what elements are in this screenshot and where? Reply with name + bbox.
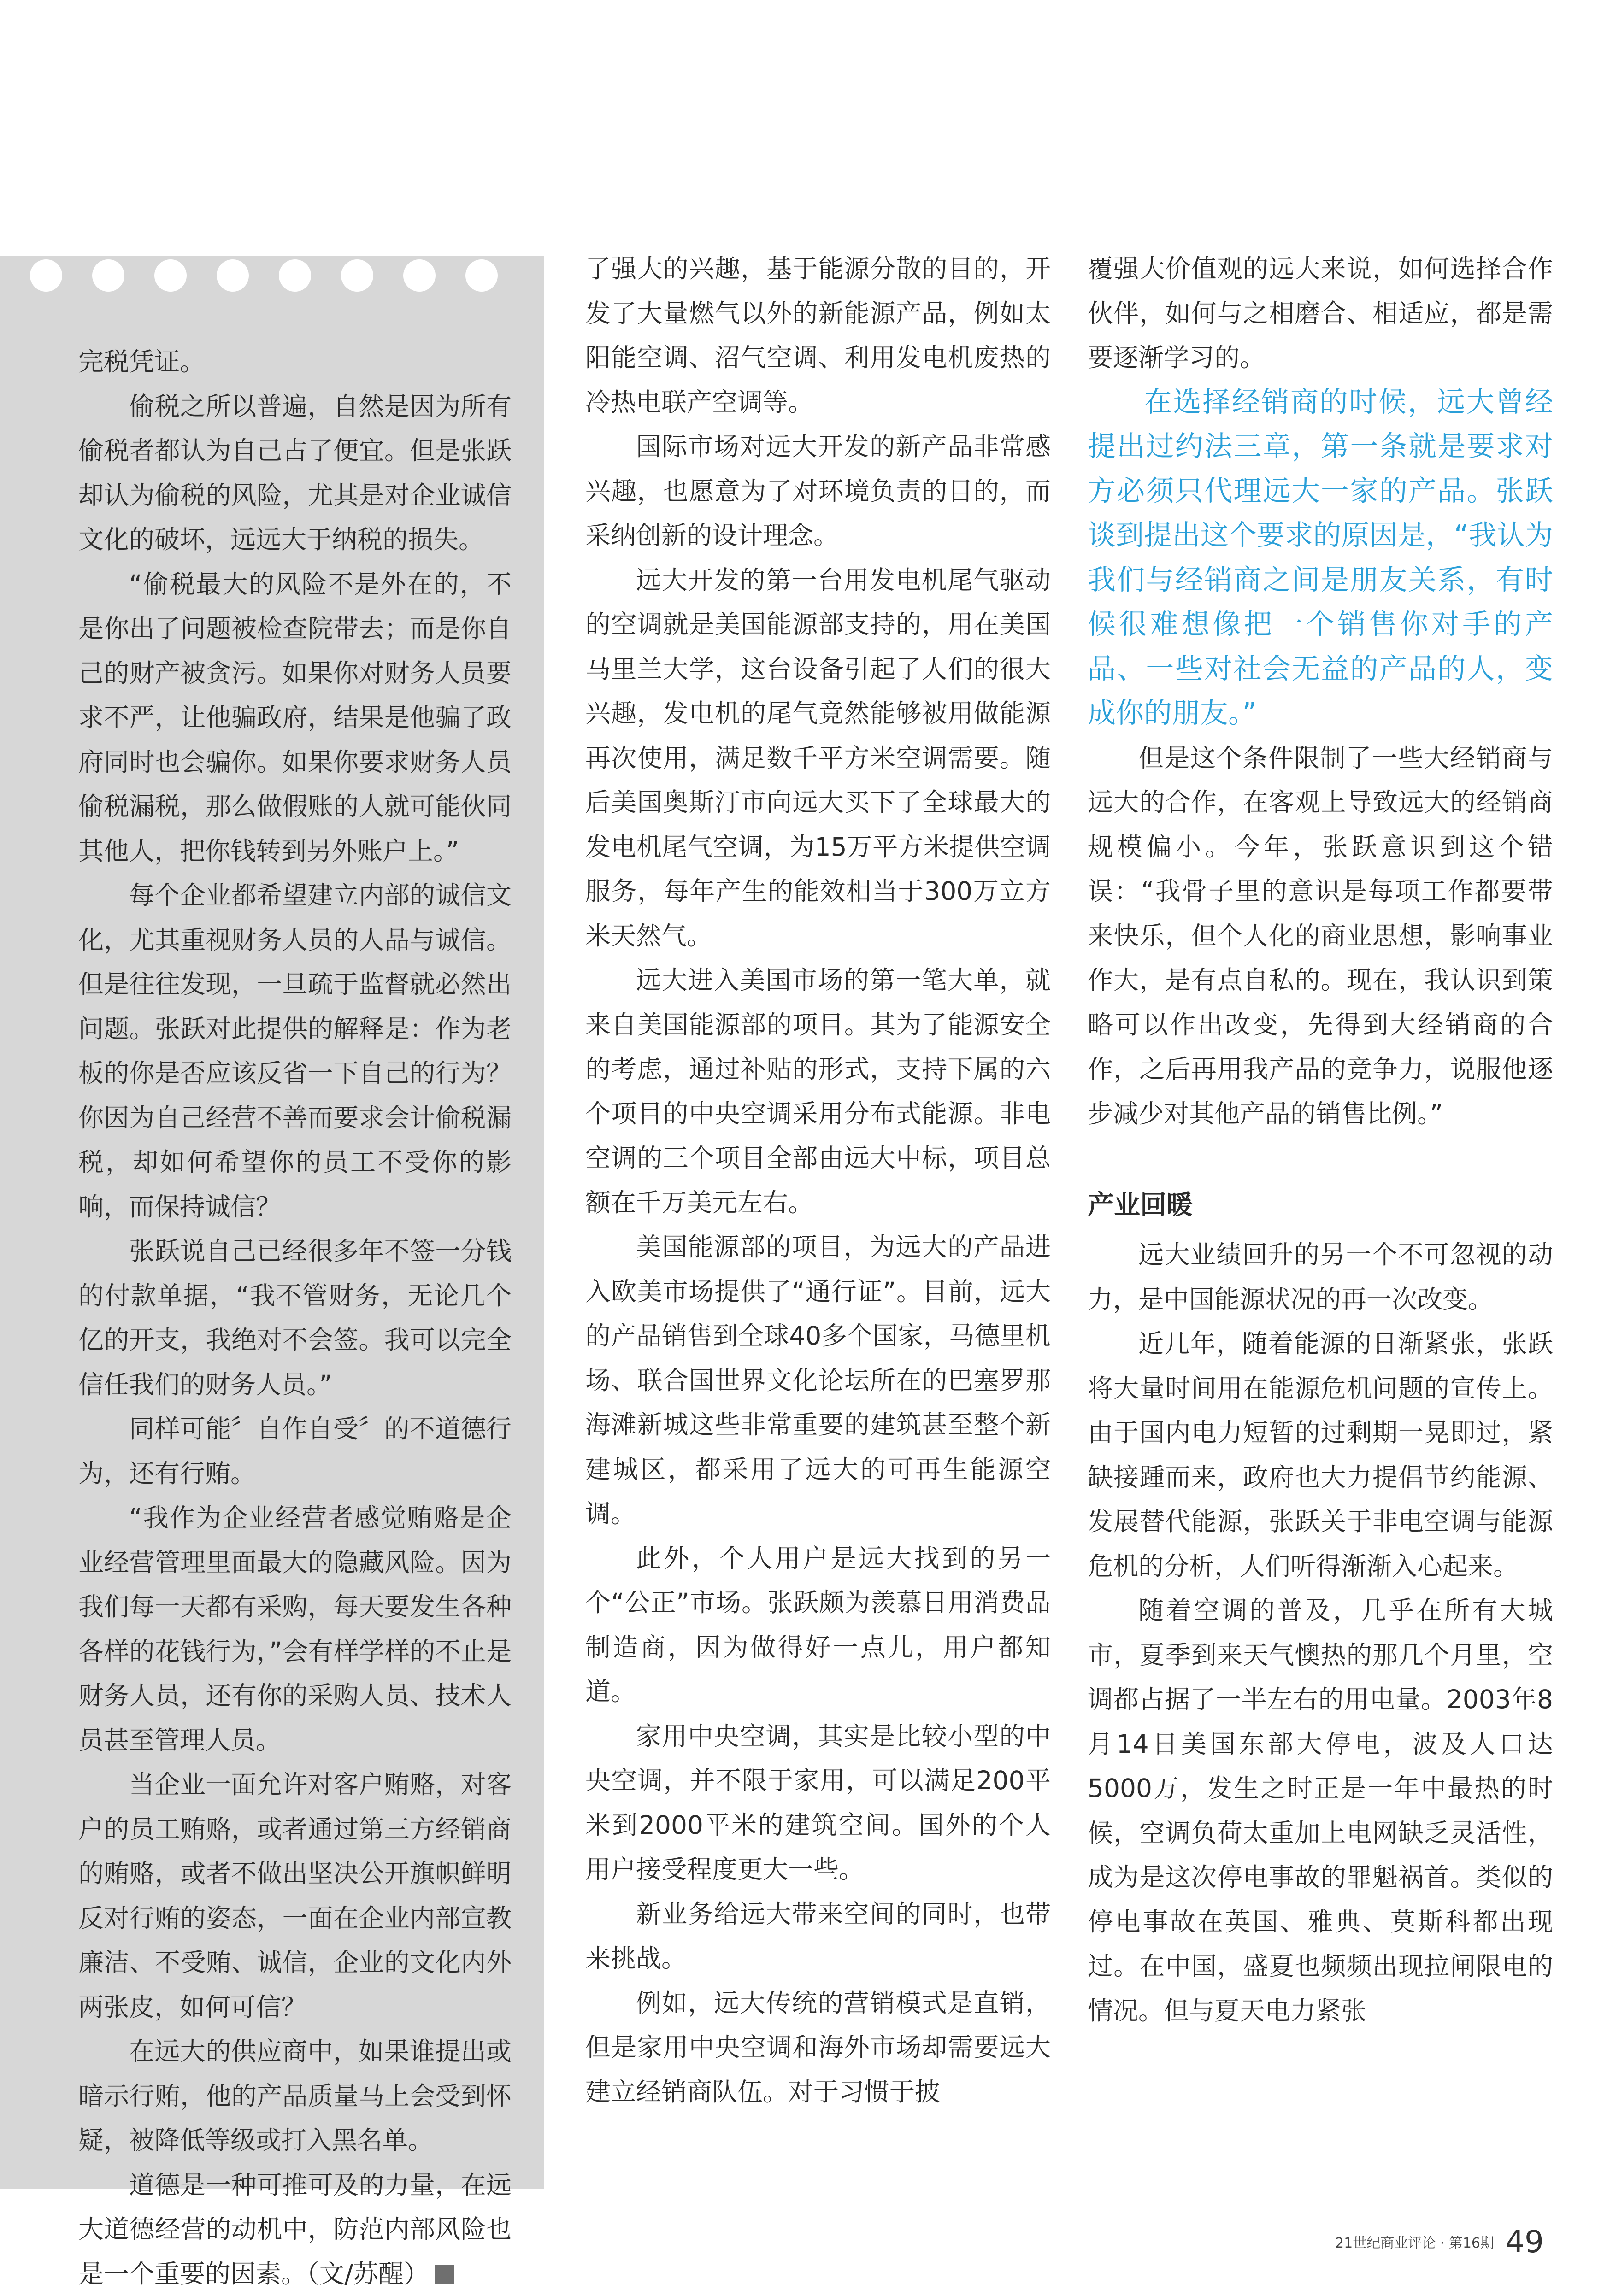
- binder-hole: [217, 259, 249, 292]
- paragraph: 每个企业都希望建立内部的诚信文化，尤其重视财务人员的人品与诚信。但是往往发现，一旦疏于监督就必然出问题。张跃对此提供的解释是：作为老板的你是否应该反省一下自己的行为？你因为自己经营不善而要求会计偷税漏税，却如何希望你的员工不受你的影响，而保持诚信？: [78, 873, 512, 1229]
- page-footer: [1290, 2216, 1544, 2267]
- paragraph: 在远大的供应商中，如果谁提出或暗示行贿，他的产品质量马上会受到怀疑，被降低等级或打入黑名单。: [78, 2029, 512, 2163]
- paragraph: 新业务给远大带来空间的同时，也带来挑战。: [585, 1892, 1051, 1981]
- article-column-2: [585, 247, 1051, 2114]
- paragraph: 但是这个条件限制了一些大经销商与远大的合作，在客观上导致远大的经销商规模偏小。今年，张跃意识到这个错误：“我骨子里的意识是每项工作都要带来快乐，但个人化的商业思想，影响事业作大，是有点自私的。现在，我认识到策略可以作出改变，先得到大经销商的合作，之后再用我产品的竞争力，说服他逐步减少对其他产品的销售比例。”: [1088, 736, 1553, 1136]
- binder-hole: [279, 259, 311, 292]
- paragraph: 远大开发的第一台用发电机尾气驱动的空调就是美国能源部支持的，用在美国马里兰大学，这台设备引起了人们的很大兴趣，发电机的尾气竟然能够被用做能源再次使用，满足数千平方米空调需要。随后美国奥斯汀市向远大买下了全球最大的发电机尾气空调，为15万平方米提供空调服务，每年产生的能效相当于300万立方米天然气。: [585, 558, 1051, 958]
- paragraph: 了强大的兴趣，基于能源分散的目的，开发了大量燃气以外的新能源产品，例如太阳能空调、沼气空调、利用发电机废热的冷热电联产空调等。: [585, 247, 1051, 424]
- magazine-name: 21世纪商业评论 · 第16期: [1335, 2231, 1494, 2252]
- paragraph: 覆强大价值观的远大来说，如何选择合作伙伴，如何与之相磨合、相适应，都是需要逐渐学习的。: [1088, 247, 1553, 380]
- paragraph: 例如，远大传统的营销模式是直销，但是家用中央空调和海外市场却需要远大建立经销商队伍。对于习惯于披: [585, 1981, 1051, 2114]
- paragraph: 当企业一面允许对客户贿赂，对客户的员工贿赂，或者通过第三方经销商的贿赂，或者不做出坚决公开旗帜鲜明反对行贿的姿态，一面在企业内部宣教廉洁、不受贿、诚信，企业的文化内外两张皮，如何可信？: [78, 1762, 512, 2029]
- paragraph: 远大业绩回升的另一个不可忽视的动力，是中国能源状况的再一次改变。: [1088, 1233, 1553, 1321]
- paragraph: “偷税最大的风险不是外在的，不是你出了问题被检查院带去；而是你自己的财产被贪污。如果你对财务人员要求不严，让他骗政府，结果是他骗了政府同时也会骗你。如果你要求财务人员偷税漏税，那么做假账的人就可能伙同其他人，把你钱转到另外账户上。”: [78, 562, 512, 874]
- binder-hole: [154, 259, 187, 292]
- binder-hole: [403, 259, 436, 292]
- paragraph: 国际市场对远大开发的新产品非常感兴趣，也愿意为了对环境负责的目的，而采纳创新的设计理念。: [585, 424, 1051, 558]
- sidebar-column: [78, 340, 512, 2296]
- end-mark-icon: [435, 2265, 454, 2284]
- paragraph: 同样可能〞自作自受〞的不道德行为，还有行贿。: [78, 1407, 512, 1496]
- article-column-3: [1088, 247, 1553, 2033]
- paragraph: 张跃说自己已经很多年不签一分钱的付款单据，“我不管财务，无论几个亿的开支，我绝对不会签。我可以完全信任我们的财务人员。”: [78, 1229, 512, 1407]
- section-heading: 产业回暖: [1088, 1177, 1553, 1233]
- page-number: 49: [1505, 2224, 1544, 2260]
- paragraph-text: 道德是一种可推可及的力量，在远大道德经营的动机中，防范内部风险也是一个重要的因素。（文/苏醒）: [78, 2170, 512, 2289]
- binder-hole: [465, 259, 498, 292]
- pull-quote: [1088, 380, 1553, 736]
- paragraph: 偷税之所以普遍，自然是因为所有偷税者都认为自己占了便宜。但是张跃却认为偷税的风险，尤其是对企业诚信文化的破坏，远远大于纳税的损失。: [78, 384, 512, 562]
- paragraph: 美国能源部的项目，为远大的产品进入欧美市场提供了“通行证”。目前，远大的产品销售到全球40多个国家，马德里机场、联合国世界文化论坛所在的巴塞罗那海滩新城这些非常重要的建筑甚至整个新建城区，都采用了远大的可再生能源空调。: [585, 1225, 1051, 1536]
- paragraph: 此外，个人用户是远大找到的另一个“公正”市场。张跃颇为羡慕日用消费品制造商，因为做得好一点儿，用户都知道。: [585, 1536, 1051, 1714]
- binder-hole: [30, 259, 62, 292]
- paragraph: 远大进入美国市场的第一笔大单，就来自美国能源部的项目。其为了能源安全的考虑，通过补贴的形式，支持下属的六个项目的中央空调采用分布式能源。非电空调的三个项目全部由远大中标，项目总额在千万美元左右。: [585, 958, 1051, 1225]
- paragraph: 完税凭证。: [78, 340, 512, 384]
- paragraph: 随着空调的普及，几乎在所有大城市，夏季到来天气懊热的那几个月里，空调都占据了一半左右的用电量。2003年8月14日美国东部大停电，波及人口达5000万，发生之时正是一年中最热的时候，空调负荷太重加上电网缺乏灵活性，成为是这次停电事故的罪魁祸首。类似的停电事故在英国、雅典、莫斯科都出现过。在中国，盛夏也频频出现拉闸限电的情况。但与夏天电力紧张: [1088, 1588, 1553, 2033]
- binder-hole: [92, 259, 124, 292]
- paragraph: 近几年，随着能源的日渐紧张，张跃将大量时间用在能源危机问题的宣传上。由于国内电力短暂的过剩期一晃即过，紧缺接踵而来，政府也大力提倡节约能源、发展替代能源，张跃关于非电空调与能源危机的分析，人们听得渐渐入心起来。: [1088, 1321, 1553, 1588]
- paragraph: “我作为企业经营者感觉贿赂是企业经营管理里面最大的隐藏风险。因为我们每一天都有采购，每天要发生各种各样的花钱行为，”会有样学样的不止是财务人员，还有你的采购人员、技术人员甚至管理人员。: [78, 1496, 512, 1762]
- paragraph: 家用中央空调，其实是比较小型的中央空调，并不限于家用，可以满足200平米到2000平米的建筑空间。国外的个人用户接受程度更大一些。: [585, 1714, 1051, 1892]
- pull-quote-text: 在选择经销商的时候，远大曾经提出过约法三章，第一条就是要求对方必须只代理远大一家的产品。张跃谈到提出这个要求的原因是，“我认为我们与经销商之间是朋友关系，有时候很难想像把一个销售你对手的产品、一些对社会无益的产品的人，变成你的朋友。”: [1088, 380, 1553, 736]
- paragraph-last: [78, 2163, 512, 2296]
- binder-hole: [341, 259, 373, 292]
